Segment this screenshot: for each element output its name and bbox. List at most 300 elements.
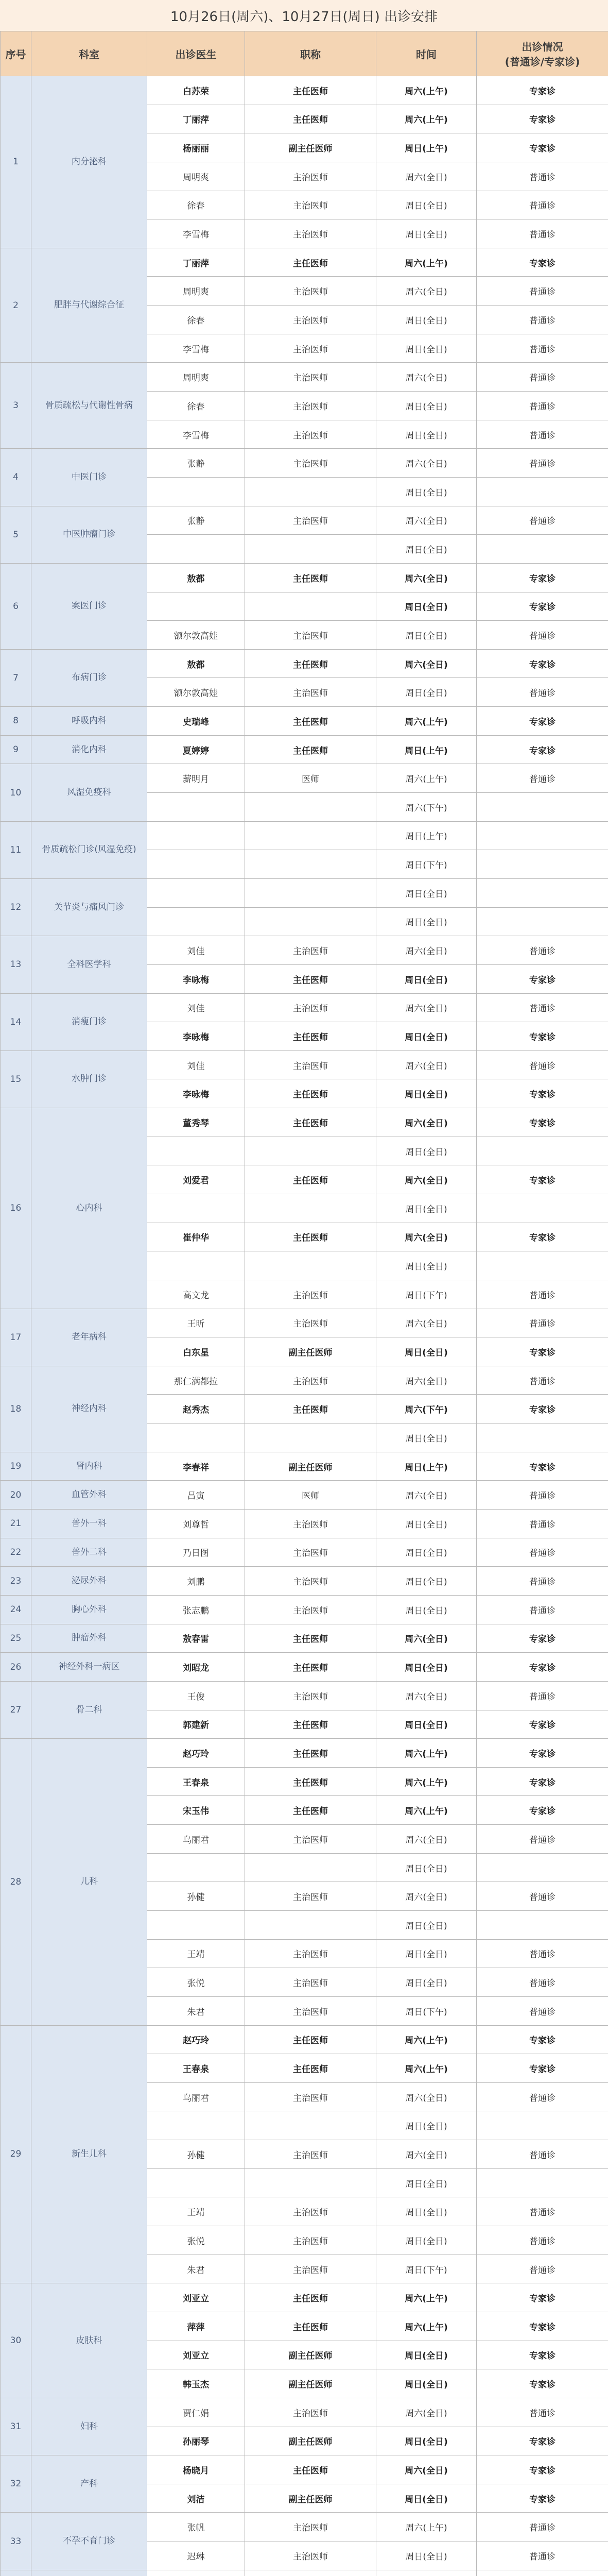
type-cell: 普通诊 — [477, 1595, 608, 1624]
type-cell: 普通诊 — [477, 2197, 608, 2226]
type-cell: 专家诊 — [477, 2054, 608, 2083]
doctor-cell — [147, 1194, 245, 1223]
doctor-cell — [147, 1911, 245, 1940]
table-row — [1, 707, 608, 736]
time-cell: 周六(全日) — [376, 1825, 477, 1854]
time-cell: 周日(全日) — [376, 2341, 477, 2369]
type-cell: 专家诊 — [477, 1767, 608, 1796]
time-cell: 周日(全日) — [376, 1251, 477, 1280]
time-cell: 周六(下午) — [376, 1395, 477, 1423]
table-row — [1, 1739, 608, 1768]
title-cell — [245, 1853, 376, 1882]
title-cell: 副主任医师 — [245, 2427, 376, 2455]
time-cell: 周日(全日) — [376, 1939, 477, 1968]
type-cell — [477, 2111, 608, 2140]
title-cell — [245, 1137, 376, 1165]
type-cell: 专家诊 — [477, 592, 608, 621]
time-cell: 周日(全日) — [376, 2484, 477, 2513]
title-cell: 主任医师 — [245, 1739, 376, 1768]
type-cell: 普通诊 — [477, 219, 608, 248]
title-cell: 主任医师 — [245, 2054, 376, 2083]
doctor-cell: 徐春 — [147, 191, 245, 219]
time-cell: 周六(全日) — [376, 1309, 477, 1337]
title-cell: 主任医师 — [245, 76, 376, 105]
table-row — [1, 1624, 608, 1653]
time-cell: 周日(全日) — [376, 1968, 477, 1997]
type-cell: 专家诊 — [477, 1022, 608, 1051]
title-cell — [245, 2111, 376, 2140]
row-number: 9 — [1, 735, 31, 764]
table-row — [1, 1681, 608, 1710]
row-number: 3 — [1, 363, 31, 449]
title-cell: 主任医师 — [245, 2312, 376, 2341]
doctor-cell: 刘佳 — [147, 993, 245, 1022]
doctor-cell: 杨晓月 — [147, 2455, 245, 2484]
type-cell: 专家诊 — [477, 133, 608, 162]
time-cell: 周六(全日) — [376, 1223, 477, 1251]
title-cell — [245, 821, 376, 850]
title-cell: 主治医师 — [245, 2513, 376, 2541]
time-cell: 周日(全日) — [376, 420, 477, 449]
type-cell — [477, 907, 608, 936]
time-cell: 周六(全日) — [376, 993, 477, 1022]
doctor-cell: 张悦 — [147, 2226, 245, 2255]
time-cell: 周日(上午) — [376, 735, 477, 764]
time-cell: 周六(全日) — [376, 1108, 477, 1137]
row-number: 15 — [1, 1050, 31, 1108]
department-name: 神经内科 — [31, 1366, 147, 1452]
title-cell: 主任医师 — [245, 1710, 376, 1739]
doctor-cell: 高文龙 — [147, 1280, 245, 1309]
type-cell: 普通诊 — [477, 1280, 608, 1309]
title-cell: 副主任医师 — [245, 1452, 376, 1481]
type-cell: 普通诊 — [477, 506, 608, 535]
title-cell — [245, 1911, 376, 1940]
time-cell: 周六(全日) — [376, 506, 477, 535]
type-cell — [477, 793, 608, 822]
doctor-cell: 乌丽君 — [147, 2082, 245, 2111]
page-title: 10月26日(周六)、10月27日(周日) 出诊安排 — [0, 0, 608, 31]
type-cell: 专家诊 — [477, 1739, 608, 1768]
row-number: 32 — [1, 2455, 31, 2513]
time-cell: 周日(全日) — [376, 2197, 477, 2226]
type-cell: 专家诊 — [477, 2283, 608, 2312]
title-cell: 主任医师 — [245, 1022, 376, 1051]
table-row — [1, 1595, 608, 1624]
doctor-cell: 丁丽萍 — [147, 248, 245, 277]
doctor-cell: 迟琳 — [147, 2541, 245, 2570]
doctor-cell: 刘尊哲 — [147, 1510, 245, 1538]
type-cell: 普通诊 — [477, 1681, 608, 1710]
type-cell: 普通诊 — [477, 2082, 608, 2111]
type-cell: 普通诊 — [477, 363, 608, 392]
doctor-cell: 白东星 — [147, 1337, 245, 1366]
type-cell — [477, 1853, 608, 1882]
row-number: 19 — [1, 1452, 31, 1481]
type-cell: 普通诊 — [477, 1567, 608, 1596]
row-number: 21 — [1, 1510, 31, 1538]
title-cell — [245, 1423, 376, 1452]
time-cell: 周日(全日) — [376, 592, 477, 621]
time-cell: 周六(全日) — [376, 649, 477, 678]
type-cell: 普通诊 — [477, 1366, 608, 1395]
time-cell: 周六(全日) — [376, 1366, 477, 1395]
title-cell: 主治医师 — [245, 2541, 376, 2570]
time-cell: 周日(上午) — [376, 133, 477, 162]
row-number: 14 — [1, 993, 31, 1050]
doctor-cell: 史瑞峰 — [147, 707, 245, 736]
doctor-cell: 薪明月 — [147, 764, 245, 793]
doctor-cell — [147, 2168, 245, 2197]
title-cell: 主治医师 — [245, 1567, 376, 1596]
department-name: 普外一科 — [31, 1510, 147, 1538]
time-cell: 周六(全日) — [376, 1481, 477, 1510]
department-name: 中医肿瘤门诊 — [31, 506, 147, 563]
type-cell: 普通诊 — [477, 2398, 608, 2427]
type-cell: 专家诊 — [477, 735, 608, 764]
table-row — [1, 1481, 608, 1510]
doctor-cell: 刘佳 — [147, 1050, 245, 1079]
type-cell: 专家诊 — [477, 2455, 608, 2484]
department-name: 肿瘤外科 — [31, 1624, 147, 1653]
title-cell: 主任医师 — [245, 1395, 376, 1423]
type-cell: 专家诊 — [477, 563, 608, 592]
time-cell: 周六(上午) — [376, 2054, 477, 2083]
type-cell — [477, 2570, 608, 2576]
time-cell: 周六(全日) — [376, 1624, 477, 1653]
title-cell — [245, 592, 376, 621]
time-cell: 周六(全日) — [376, 1882, 477, 1911]
doctor-cell: 孙丽琴 — [147, 2427, 245, 2455]
type-cell: 专家诊 — [477, 1165, 608, 1194]
table-row — [1, 1366, 608, 1395]
type-cell: 专家诊 — [477, 2484, 608, 2513]
title-cell: 主任医师 — [245, 1796, 376, 1825]
time-cell: 周日(全日) — [376, 219, 477, 248]
title-cell — [245, 477, 376, 506]
row-number: 1 — [1, 76, 31, 248]
type-cell — [477, 850, 608, 879]
type-cell: 专家诊 — [477, 2427, 608, 2455]
type-cell — [477, 1911, 608, 1940]
title-cell: 主治医师 — [245, 2226, 376, 2255]
time-cell: 周日(全日) — [376, 306, 477, 334]
time-cell: 周日(全日) — [376, 964, 477, 993]
type-cell: 专家诊 — [477, 1395, 608, 1423]
title-cell: 主治医师 — [245, 2140, 376, 2169]
title-cell: 主任医师 — [245, 1223, 376, 1251]
row-number: 12 — [1, 878, 31, 936]
doctor-cell: 额尔敦高娃 — [147, 621, 245, 650]
type-cell — [477, 535, 608, 564]
doctor-cell: 朱君 — [147, 1996, 245, 2025]
doctor-cell: 孙健 — [147, 2140, 245, 2169]
title-cell: 主治医师 — [245, 1996, 376, 2025]
department-name: 胸心外科 — [31, 1595, 147, 1624]
time-cell: 周日(全日) — [376, 1567, 477, 1596]
type-cell: 普通诊 — [477, 334, 608, 363]
doctor-cell: 那仁满都拉 — [147, 1366, 245, 1395]
row-number: 18 — [1, 1366, 31, 1452]
type-cell: 普通诊 — [477, 993, 608, 1022]
doctor-cell: 王昕 — [147, 1309, 245, 1337]
doctor-cell: 徐春 — [147, 392, 245, 420]
doctor-cell: 刘亚立 — [147, 2283, 245, 2312]
department-name: 妇科 — [31, 2398, 147, 2455]
title-cell: 主治医师 — [245, 449, 376, 478]
title-cell: 副主任医师 — [245, 2484, 376, 2513]
doctor-cell: 张悦 — [147, 1968, 245, 1997]
title-cell: 主任医师 — [245, 1079, 376, 1108]
type-cell: 普通诊 — [477, 2541, 608, 2570]
title-cell: 主任医师 — [245, 105, 376, 133]
title-cell: 主治医师 — [245, 219, 376, 248]
title-cell: 主治医师 — [245, 191, 376, 219]
title-cell — [245, 1194, 376, 1223]
type-cell: 专家诊 — [477, 1653, 608, 1682]
doctor-cell — [147, 1137, 245, 1165]
title-cell: 主任医师 — [245, 1767, 376, 1796]
time-cell: 周日(全日) — [376, 2369, 477, 2398]
type-cell: 专家诊 — [477, 1710, 608, 1739]
row-number: 7 — [1, 649, 31, 706]
type-cell: 专家诊 — [477, 76, 608, 105]
time-cell: 周六(全日) — [376, 2082, 477, 2111]
table-row — [1, 1050, 608, 1079]
type-cell: 专家诊 — [477, 1223, 608, 1251]
doctor-cell — [147, 821, 245, 850]
doctor-cell: 乌丽君 — [147, 1825, 245, 1854]
schedule-table — [0, 31, 608, 2576]
doctor-cell: 宋玉伟 — [147, 1796, 245, 1825]
row-number: 4 — [1, 449, 31, 506]
type-cell: 专家诊 — [477, 2369, 608, 2398]
doctor-cell: 李雪梅 — [147, 334, 245, 363]
time-cell: 周日(全日) — [376, 1337, 477, 1366]
doctor-cell: 刘爱君 — [147, 1165, 245, 1194]
table-row — [1, 764, 608, 793]
department-name: 水肿门诊 — [31, 1050, 147, 1108]
title-cell: 副主任医师 — [245, 2341, 376, 2369]
title-cell: 主治医师 — [245, 1882, 376, 1911]
time-cell: 周日(全日) — [376, 191, 477, 219]
department-name: 关节炎与痛风门诊 — [31, 878, 147, 936]
row-number: 20 — [1, 1481, 31, 1510]
time-cell: 周日(全日) — [376, 477, 477, 506]
doctor-cell: 朱君 — [147, 2255, 245, 2283]
type-cell: 专家诊 — [477, 248, 608, 277]
table-row — [1, 1510, 608, 1538]
header-department: 科室 — [31, 31, 147, 76]
title-cell: 主治医师 — [245, 993, 376, 1022]
table-row — [1, 649, 608, 678]
time-cell: 周六(上午) — [376, 2312, 477, 2341]
type-cell: 专家诊 — [477, 105, 608, 133]
title-cell — [245, 907, 376, 936]
title-cell: 主治医师 — [245, 1366, 376, 1395]
doctor-cell: 董秀琴 — [147, 1108, 245, 1137]
row-number: 2 — [1, 248, 31, 363]
time-cell: 周日(全日) — [376, 678, 477, 707]
type-cell: 普通诊 — [477, 449, 608, 478]
department-name: 骨二科 — [31, 1681, 147, 1738]
row-number: 5 — [1, 506, 31, 563]
time-cell: 周六(全日) — [376, 563, 477, 592]
doctor-cell — [147, 793, 245, 822]
time-cell: 周日(全日) — [376, 1653, 477, 1682]
header-type: 出诊情况 (普通诊/专家诊) — [477, 31, 608, 76]
table-row — [1, 2283, 608, 2312]
time-cell: 周六(全日) — [376, 2455, 477, 2484]
type-cell: 普通诊 — [477, 306, 608, 334]
time-cell: 周日(全日) — [376, 2541, 477, 2570]
type-cell: 普通诊 — [477, 191, 608, 219]
department-name: 全科医学科 — [31, 936, 147, 993]
row-number: 17 — [1, 1309, 31, 1366]
department-name: 心内科 — [31, 1108, 147, 1309]
row-number: 11 — [1, 821, 31, 878]
row-number: 25 — [1, 1624, 31, 1653]
title-cell: 主治医师 — [245, 1280, 376, 1309]
title-cell: 主任医师 — [245, 2455, 376, 2484]
type-cell: 普通诊 — [477, 936, 608, 965]
table-row — [1, 2570, 608, 2576]
title-cell: 主治医师 — [245, 1939, 376, 1968]
title-cell: 主治医师 — [245, 334, 376, 363]
table-row — [1, 2398, 608, 2427]
title-cell: 副主任医师 — [245, 2369, 376, 2398]
title-cell: 主任医师 — [245, 1165, 376, 1194]
header-time: 时间 — [376, 31, 477, 76]
table-row — [1, 2025, 608, 2054]
time-cell: 周日(全日) — [376, 1137, 477, 1165]
table-row — [1, 936, 608, 965]
doctor-cell — [147, 477, 245, 506]
department-name: 不孕不育门诊 — [31, 2513, 147, 2570]
table-row — [1, 449, 608, 478]
row-number: 27 — [1, 1681, 31, 1738]
time-cell: 周六(上午) — [376, 2513, 477, 2541]
type-cell: 专家诊 — [477, 707, 608, 736]
doctor-cell: 李雪梅 — [147, 420, 245, 449]
title-cell: 主任医师 — [245, 2283, 376, 2312]
table-row — [1, 1309, 608, 1337]
row-number: 24 — [1, 1595, 31, 1624]
row-number — [1, 2570, 31, 2576]
title-cell — [245, 2570, 376, 2576]
department-name: 呼吸内科 — [31, 707, 147, 736]
time-cell: 周六(全日) — [376, 277, 477, 306]
doctor-cell: 郭建新 — [147, 1710, 245, 1739]
time-cell: 周日(全日) — [376, 1079, 477, 1108]
type-cell: 普通诊 — [477, 1510, 608, 1538]
header-doctor: 出诊医生 — [147, 31, 245, 76]
doctor-cell: 王春泉 — [147, 1767, 245, 1796]
doctor-cell: 周明爽 — [147, 162, 245, 191]
doctor-cell: 张帆 — [147, 2513, 245, 2541]
time-cell: 周日(全日) — [376, 907, 477, 936]
title-cell: 主治医师 — [245, 2082, 376, 2111]
type-cell — [477, 821, 608, 850]
type-cell: 普通诊 — [477, 1939, 608, 1968]
title-cell: 主治医师 — [245, 1050, 376, 1079]
doctor-cell: 李咏梅 — [147, 964, 245, 993]
table-row — [1, 878, 608, 907]
title-cell: 主治医师 — [245, 1681, 376, 1710]
title-cell — [245, 850, 376, 879]
time-cell: 周六(全日) — [376, 936, 477, 965]
type-cell: 普通诊 — [477, 1968, 608, 1997]
title-cell: 主治医师 — [245, 162, 376, 191]
header-title: 职称 — [245, 31, 376, 76]
type-cell: 普通诊 — [477, 1882, 608, 1911]
time-cell: 周六(上午) — [376, 707, 477, 736]
time-cell: 周日(全日) — [376, 2226, 477, 2255]
type-cell: 普通诊 — [477, 2513, 608, 2541]
title-cell: 主任医师 — [245, 2025, 376, 2054]
title-cell: 主治医师 — [245, 936, 376, 965]
table-row — [1, 1538, 608, 1567]
time-cell: 周日(全日) — [376, 878, 477, 907]
department-name: 骨质疏松门诊(风湿免疫) — [31, 821, 147, 878]
time-cell: 周日(上午) — [376, 821, 477, 850]
type-cell: 普通诊 — [477, 1309, 608, 1337]
time-cell: 周日(全日) — [376, 2111, 477, 2140]
table-row — [1, 993, 608, 1022]
type-cell — [477, 477, 608, 506]
time-cell: 周日(全日) — [376, 1853, 477, 1882]
doctor-cell: 萍萍 — [147, 2312, 245, 2341]
table-row — [1, 821, 608, 850]
type-cell — [477, 1251, 608, 1280]
row-number: 6 — [1, 563, 31, 649]
type-cell: 专家诊 — [477, 1079, 608, 1108]
type-cell: 普通诊 — [477, 2255, 608, 2283]
doctor-cell: 王春泉 — [147, 2054, 245, 2083]
time-cell: 周日(全日) — [376, 1022, 477, 1051]
doctor-cell: 丁丽萍 — [147, 105, 245, 133]
row-number: 33 — [1, 2513, 31, 2570]
department-name: 骨质疏松与代谢性骨病 — [31, 363, 147, 449]
department-name — [31, 2570, 147, 2576]
department-name: 产科 — [31, 2455, 147, 2513]
doctor-cell: 王靖 — [147, 1939, 245, 1968]
type-cell — [477, 1137, 608, 1165]
type-cell: 普通诊 — [477, 277, 608, 306]
type-cell: 专家诊 — [477, 2025, 608, 2054]
time-cell: 周六(上午) — [376, 76, 477, 105]
type-cell: 普通诊 — [477, 162, 608, 191]
doctor-cell: 乃日图 — [147, 1538, 245, 1567]
title-cell — [245, 878, 376, 907]
department-name: 普外二科 — [31, 1538, 147, 1567]
title-cell — [245, 535, 376, 564]
time-cell: 周日(全日) — [376, 621, 477, 650]
row-number: 22 — [1, 1538, 31, 1567]
doctor-cell: 王靖 — [147, 2197, 245, 2226]
time-cell: 周六(上午) — [376, 248, 477, 277]
doctor-cell: 张静 — [147, 449, 245, 478]
doctor-cell: 敖春雷 — [147, 1624, 245, 1653]
title-cell: 主治医师 — [245, 678, 376, 707]
time-cell: 周六(全日) — [376, 363, 477, 392]
department-name: 肾内科 — [31, 1452, 147, 1481]
time-cell: 周日(下午) — [376, 1280, 477, 1309]
department-name: 内分泌科 — [31, 76, 147, 248]
type-cell — [477, 1194, 608, 1223]
title-cell: 主任医师 — [245, 735, 376, 764]
row-number: 31 — [1, 2398, 31, 2455]
